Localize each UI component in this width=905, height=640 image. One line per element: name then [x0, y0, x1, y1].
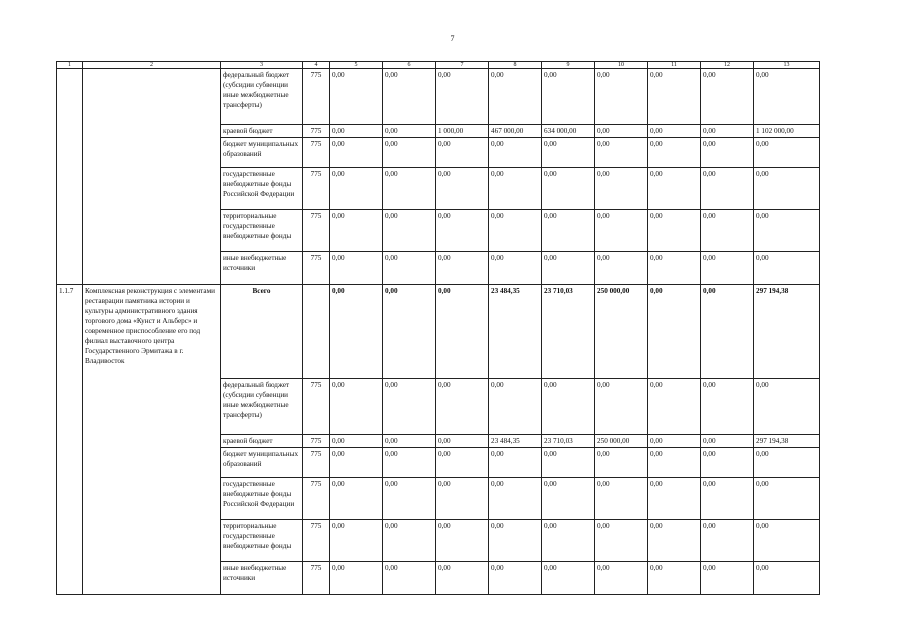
value-cell: 467 000,00 [489, 125, 542, 138]
value-cell: 0,00 [648, 252, 701, 285]
column-header: 4 [303, 62, 330, 69]
value-cell: 0,00 [383, 168, 436, 210]
funding-source-cell: краевой бюджет [221, 435, 303, 448]
funding-source-cell: Всего [221, 285, 303, 379]
value-cell: 297 194,38 [754, 435, 820, 448]
value-cell: 0,00 [701, 478, 754, 520]
column-header: 13 [754, 62, 820, 69]
funding-source-cell: бюджет муниципальных образований [221, 448, 303, 478]
value-cell: 23 484,35 [489, 435, 542, 448]
value-cell: 0,00 [595, 168, 648, 210]
column-header: 2 [83, 62, 221, 69]
value-cell: 0,00 [383, 252, 436, 285]
value-cell: 0,00 [754, 520, 820, 562]
value-cell: 250 000,00 [595, 435, 648, 448]
code-cell: 775 [303, 448, 330, 478]
value-cell: 23 710,03 [542, 285, 595, 379]
code-cell: 775 [303, 210, 330, 252]
value-cell: 0,00 [754, 379, 820, 435]
column-header: 9 [542, 62, 595, 69]
value-cell: 0,00 [648, 210, 701, 252]
funding-source-cell: территориальные государственные внебюджетные фонды [221, 210, 303, 252]
item-number-cell: 1.1.7 [57, 285, 83, 595]
value-cell: 0,00 [648, 168, 701, 210]
value-cell: 0,00 [542, 520, 595, 562]
value-cell: 0,00 [754, 168, 820, 210]
value-cell: 0,00 [489, 448, 542, 478]
value-cell: 0,00 [330, 210, 383, 252]
value-cell: 0,00 [436, 448, 489, 478]
code-cell: 775 [303, 138, 330, 168]
value-cell: 0,00 [489, 520, 542, 562]
value-cell: 0,00 [648, 448, 701, 478]
funding-source-cell: иные внебюджетные источники [221, 252, 303, 285]
value-cell: 0,00 [330, 285, 383, 379]
column-header: 8 [489, 62, 542, 69]
value-cell: 0,00 [701, 252, 754, 285]
code-cell: 775 [303, 478, 330, 520]
value-cell: 0,00 [383, 562, 436, 595]
value-cell: 0,00 [436, 478, 489, 520]
item-name-cell: Комплексная реконструкция с элементами реставрации памятника истории и культуры административного здания торгового дома «Кунст и Альберс» и современное приспособление его под филиал выставочного центра Государственного Эрмитажа в г. Владивосток [83, 285, 221, 595]
value-cell: 0,00 [436, 562, 489, 595]
value-cell: 0,00 [542, 478, 595, 520]
value-cell: 0,00 [648, 69, 701, 125]
code-cell: 775 [303, 125, 330, 138]
code-cell: 775 [303, 168, 330, 210]
value-cell: 0,00 [542, 69, 595, 125]
value-cell: 0,00 [330, 125, 383, 138]
value-cell: 0,00 [701, 285, 754, 379]
table-row [57, 69, 820, 125]
value-cell: 0,00 [701, 210, 754, 252]
value-cell: 0,00 [383, 125, 436, 138]
value-cell: 0,00 [330, 168, 383, 210]
code-cell: 775 [303, 562, 330, 595]
value-cell: 1 000,00 [436, 125, 489, 138]
value-cell: 0,00 [489, 379, 542, 435]
value-cell: 0,00 [330, 520, 383, 562]
value-cell: 297 194,38 [754, 285, 820, 379]
code-cell: 775 [303, 379, 330, 435]
value-cell: 0,00 [383, 69, 436, 125]
code-cell [303, 285, 330, 379]
value-cell: 0,00 [542, 138, 595, 168]
value-cell: 0,00 [595, 520, 648, 562]
funding-source-cell: государственные внебюджетные фонды Российской Федерации [221, 168, 303, 210]
value-cell: 0,00 [754, 478, 820, 520]
value-cell: 250 000,00 [595, 285, 648, 379]
value-cell: 0,00 [754, 448, 820, 478]
value-cell: 0,00 [489, 562, 542, 595]
value-cell: 0,00 [648, 520, 701, 562]
value-cell: 0,00 [701, 562, 754, 595]
value-cell: 0,00 [436, 435, 489, 448]
value-cell: 0,00 [383, 138, 436, 168]
value-cell: 0,00 [648, 562, 701, 595]
column-header: 11 [648, 62, 701, 69]
value-cell: 0,00 [330, 478, 383, 520]
value-cell: 0,00 [330, 138, 383, 168]
column-header: 12 [701, 62, 754, 69]
value-cell: 0,00 [701, 435, 754, 448]
value-cell: 1 102 000,00 [754, 125, 820, 138]
value-cell: 0,00 [595, 478, 648, 520]
value-cell: 0,00 [330, 379, 383, 435]
value-cell: 0,00 [489, 210, 542, 252]
value-cell: 0,00 [701, 168, 754, 210]
value-cell: 0,00 [701, 379, 754, 435]
value-cell: 0,00 [701, 448, 754, 478]
value-cell: 0,00 [595, 379, 648, 435]
code-cell: 775 [303, 69, 330, 125]
value-cell: 0,00 [330, 562, 383, 595]
value-cell: 0,00 [330, 435, 383, 448]
value-cell: 0,00 [595, 125, 648, 138]
value-cell: 0,00 [383, 448, 436, 478]
value-cell: 0,00 [489, 478, 542, 520]
value-cell: 0,00 [754, 138, 820, 168]
value-cell: 0,00 [701, 125, 754, 138]
value-cell: 0,00 [383, 379, 436, 435]
funding-source-cell: территориальные государственные внебюджетные фонды [221, 520, 303, 562]
value-cell: 23 710,03 [542, 435, 595, 448]
value-cell: 0,00 [330, 252, 383, 285]
value-cell: 0,00 [436, 252, 489, 285]
code-cell: 775 [303, 520, 330, 562]
value-cell: 0,00 [701, 520, 754, 562]
page-number: 7 [450, 34, 455, 43]
column-header: 10 [595, 62, 648, 69]
value-cell: 0,00 [383, 435, 436, 448]
value-cell: 0,00 [542, 210, 595, 252]
value-cell: 0,00 [489, 69, 542, 125]
budget-table [56, 61, 820, 595]
funding-source-cell: краевой бюджет [221, 125, 303, 138]
code-cell: 775 [303, 252, 330, 285]
value-cell: 0,00 [330, 448, 383, 478]
value-cell: 0,00 [701, 138, 754, 168]
value-cell: 0,00 [648, 478, 701, 520]
value-cell: 0,00 [701, 69, 754, 125]
value-cell: 0,00 [595, 562, 648, 595]
value-cell: 0,00 [489, 168, 542, 210]
value-cell: 0,00 [489, 138, 542, 168]
value-cell: 0,00 [648, 125, 701, 138]
value-cell: 0,00 [542, 252, 595, 285]
value-cell: 0,00 [754, 562, 820, 595]
value-cell: 0,00 [648, 379, 701, 435]
value-cell: 0,00 [648, 285, 701, 379]
item-number-cell [57, 69, 83, 285]
value-cell: 0,00 [542, 168, 595, 210]
column-header-row [57, 62, 820, 69]
value-cell: 0,00 [754, 252, 820, 285]
value-cell: 0,00 [754, 210, 820, 252]
funding-source-cell: государственные внебюджетные фонды Российской Федерации [221, 478, 303, 520]
value-cell: 0,00 [383, 520, 436, 562]
value-cell: 0,00 [436, 69, 489, 125]
column-header: 7 [436, 62, 489, 69]
total-row [57, 285, 820, 379]
column-header: 5 [330, 62, 383, 69]
value-cell: 0,00 [383, 478, 436, 520]
value-cell: 23 484,35 [489, 285, 542, 379]
value-cell: 0,00 [542, 448, 595, 478]
value-cell: 0,00 [595, 252, 648, 285]
value-cell: 0,00 [436, 210, 489, 252]
funding-source-cell: бюджет муниципальных образований [221, 138, 303, 168]
value-cell: 0,00 [754, 69, 820, 125]
column-header: 6 [383, 62, 436, 69]
funding-source-cell: иные внебюджетные источники [221, 562, 303, 595]
value-cell: 0,00 [595, 138, 648, 168]
value-cell: 0,00 [436, 520, 489, 562]
value-cell: 0,00 [489, 252, 542, 285]
value-cell: 0,00 [436, 285, 489, 379]
value-cell: 0,00 [595, 448, 648, 478]
value-cell: 0,00 [383, 210, 436, 252]
value-cell: 0,00 [595, 69, 648, 125]
item-name-cell [83, 69, 221, 285]
value-cell: 0,00 [383, 285, 436, 379]
value-cell: 0,00 [436, 379, 489, 435]
value-cell: 0,00 [436, 138, 489, 168]
value-cell: 0,00 [595, 210, 648, 252]
value-cell: 0,00 [330, 69, 383, 125]
column-header: 3 [221, 62, 303, 69]
funding-source-cell: федеральный бюджет (субсидии субвенции иные межбюджетные трансферты) [221, 379, 303, 435]
code-cell: 775 [303, 435, 330, 448]
value-cell: 0,00 [542, 562, 595, 595]
value-cell: 0,00 [648, 138, 701, 168]
value-cell: 0,00 [542, 379, 595, 435]
value-cell: 634 000,00 [542, 125, 595, 138]
funding-source-cell: федеральный бюджет (субсидии субвенции иные межбюджетные трансферты) [221, 69, 303, 125]
value-cell: 0,00 [436, 168, 489, 210]
value-cell: 0,00 [648, 435, 701, 448]
column-header: 1 [57, 62, 83, 69]
